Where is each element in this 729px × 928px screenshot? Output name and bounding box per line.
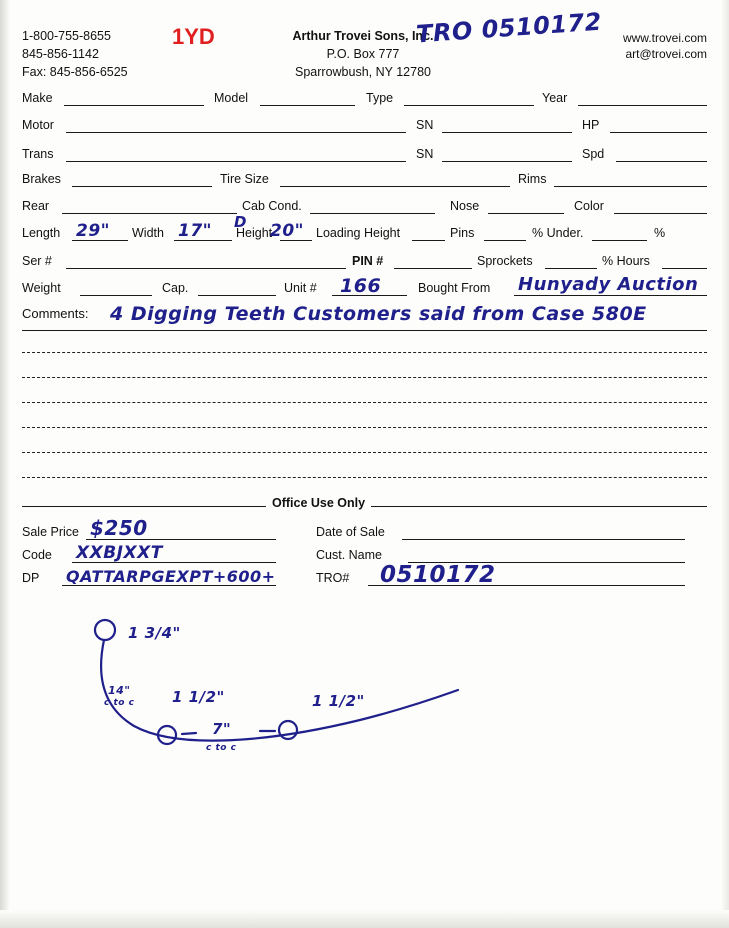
sketch-dim-left-sub: c to c — [104, 698, 135, 708]
company-website[interactable]: www.trovei.com — [622, 31, 707, 45]
percent-under-field[interactable] — [592, 240, 647, 241]
height-label: Height — [236, 226, 273, 240]
year-field[interactable] — [578, 105, 707, 106]
spd-field[interactable] — [616, 161, 707, 162]
form-row-motor — [22, 111, 707, 137]
fax-number: Fax: 845-856-6525 — [22, 65, 128, 79]
comments-value: 4 Digging Teeth Customers said from Case 580E — [110, 303, 647, 325]
model-field[interactable] — [260, 105, 355, 106]
trans-sn-field[interactable] — [442, 161, 572, 162]
company-city-state-zip: Sparrowbush, NY 12780 — [295, 65, 431, 79]
sketch-dim-right: 1 1/2" — [312, 692, 365, 710]
cust-name-label: Cust. Name — [316, 548, 382, 562]
height-value: 20" — [270, 221, 305, 241]
web-block — [623, 30, 707, 62]
code-value: XXBJXXT — [76, 543, 163, 563]
contact-block — [22, 27, 128, 81]
sprockets-label: Sprockets — [477, 254, 533, 268]
scan-edge-right — [721, 0, 729, 928]
sale-price-label: Sale Price — [22, 525, 79, 539]
percent-hours-field[interactable] — [662, 268, 707, 269]
form-row-dimensions — [22, 213, 707, 245]
pin-field[interactable] — [394, 268, 472, 269]
rims-label: Rims — [518, 172, 547, 186]
scan-edge-bottom — [0, 910, 729, 928]
weight-field[interactable] — [80, 295, 152, 296]
yard-stamp: 1YD — [172, 24, 215, 49]
ser-label: Ser # — [22, 254, 52, 268]
form-row-make — [22, 84, 707, 110]
loading-height-field[interactable] — [412, 240, 445, 241]
percent-under-label: % Under. — [532, 226, 584, 240]
percent-hours-label: % Hours — [602, 254, 650, 268]
color-field[interactable] — [614, 213, 707, 214]
code-row — [22, 543, 312, 567]
comment-line-5[interactable] — [22, 427, 707, 428]
tro-number-row — [316, 562, 696, 590]
length-label: Length — [22, 226, 61, 240]
year-label: Year — [542, 91, 568, 105]
sale-price-value: $250 — [90, 516, 148, 540]
model-label: Model — [214, 91, 249, 105]
company-po-box: P.O. Box 777 — [326, 47, 400, 61]
tire-size-label: Tire Size — [220, 172, 269, 186]
form-row-rear — [22, 192, 707, 218]
width-label: Width — [132, 226, 164, 240]
form-row-trans — [22, 140, 707, 166]
width-value: 17" — [178, 221, 213, 241]
pin-label: PIN # — [352, 254, 384, 268]
sale-price-row — [22, 516, 312, 544]
code-label: Code — [22, 548, 52, 562]
form-row-brakes — [22, 165, 707, 191]
motor-sn-field[interactable] — [442, 132, 572, 133]
tire-size-field[interactable] — [280, 186, 510, 187]
unit-label: Unit # — [284, 281, 317, 295]
comment-line-6[interactable] — [22, 452, 707, 453]
sketch-dim-center-sub: c to c — [206, 743, 237, 753]
make-field[interactable] — [64, 105, 204, 106]
comments-field[interactable] — [22, 330, 707, 331]
phone-secondary: 845-856-1142 — [22, 47, 99, 61]
length-value: 29" — [76, 221, 111, 241]
spd-label: Spd — [582, 147, 605, 161]
rims-field[interactable] — [554, 186, 707, 187]
form-row-weight — [22, 274, 707, 300]
ser-field[interactable] — [66, 268, 346, 269]
color-label: Color — [574, 199, 604, 213]
sprockets-field[interactable] — [545, 268, 597, 269]
type-field[interactable] — [404, 105, 534, 106]
weight-label: Weight — [22, 281, 61, 295]
trans-sn-label: SN — [416, 147, 434, 161]
cab-cond-field[interactable] — [310, 213, 435, 214]
trans-field[interactable] — [66, 161, 406, 162]
tro-number-label: TRO# — [316, 571, 350, 585]
bought-from-label: Bought From — [418, 281, 491, 295]
comment-line-2[interactable] — [22, 352, 707, 353]
loading-height-label: Loading Height — [316, 226, 401, 240]
office-use-label: Office Use Only — [266, 496, 371, 510]
unit-value: 166 — [340, 275, 382, 297]
type-label: Type — [366, 91, 394, 105]
scan-edge-left — [0, 0, 10, 928]
rear-field[interactable] — [62, 213, 237, 214]
pins-field[interactable] — [484, 240, 526, 241]
cap-label: Cap. — [162, 281, 189, 295]
bought-from-field[interactable] — [514, 295, 707, 296]
brakes-label: Brakes — [22, 172, 61, 186]
dp-label: DP — [22, 571, 40, 585]
motor-field[interactable] — [66, 132, 406, 133]
sketch-dim-center: 7" — [212, 720, 232, 738]
form-row-serial — [22, 247, 707, 273]
date-of-sale-label: Date of Sale — [316, 525, 385, 539]
cust-name-row — [316, 543, 696, 567]
company-name: Arthur Trovei Sons, Inc. — [292, 29, 434, 43]
date-of-sale-field[interactable] — [402, 539, 685, 540]
hp-field[interactable] — [610, 132, 707, 133]
motor-sn-label: SN — [416, 118, 434, 132]
percent-symbol-label: % — [654, 226, 666, 240]
nose-label: Nose — [450, 199, 480, 213]
comment-line-4[interactable] — [22, 402, 707, 403]
sketch-dim-top: 1 3/4" — [128, 624, 181, 642]
hand-sketch-area — [60, 600, 490, 790]
dp-value: QATTARPGEXPT+600+ — [66, 567, 276, 586]
nose-field[interactable] — [488, 213, 564, 214]
bought-from-value: Hunyady Auction — [518, 274, 699, 295]
trans-label: Trans — [22, 147, 54, 161]
sketch-dim-left: 14" — [108, 684, 131, 697]
date-of-sale-row — [316, 520, 696, 544]
comments-label: Comments: — [22, 306, 89, 321]
tro-number-handwritten-top: TRO 0510172 — [415, 7, 603, 49]
comment-line-3[interactable] — [22, 377, 707, 378]
sketch-dim-mid: 1 1/2" — [172, 688, 225, 706]
company-email[interactable]: art@trovei.com — [625, 47, 707, 61]
height-mark: D — [234, 213, 247, 231]
brakes-field[interactable] — [72, 186, 212, 187]
cap-field[interactable] — [198, 295, 276, 296]
rear-label: Rear — [22, 199, 50, 213]
hp-label: HP — [582, 118, 600, 132]
comment-line-7[interactable] — [22, 477, 707, 478]
make-label: Make — [22, 91, 53, 105]
dp-row — [22, 566, 312, 590]
phone-primary: 1-800-755-8655 — [22, 29, 111, 43]
pins-label: Pins — [450, 226, 475, 240]
motor-label: Motor — [22, 118, 54, 132]
tro-number-value: 0510172 — [380, 562, 496, 588]
cab-cond-label: Cab Cond. — [242, 199, 302, 213]
